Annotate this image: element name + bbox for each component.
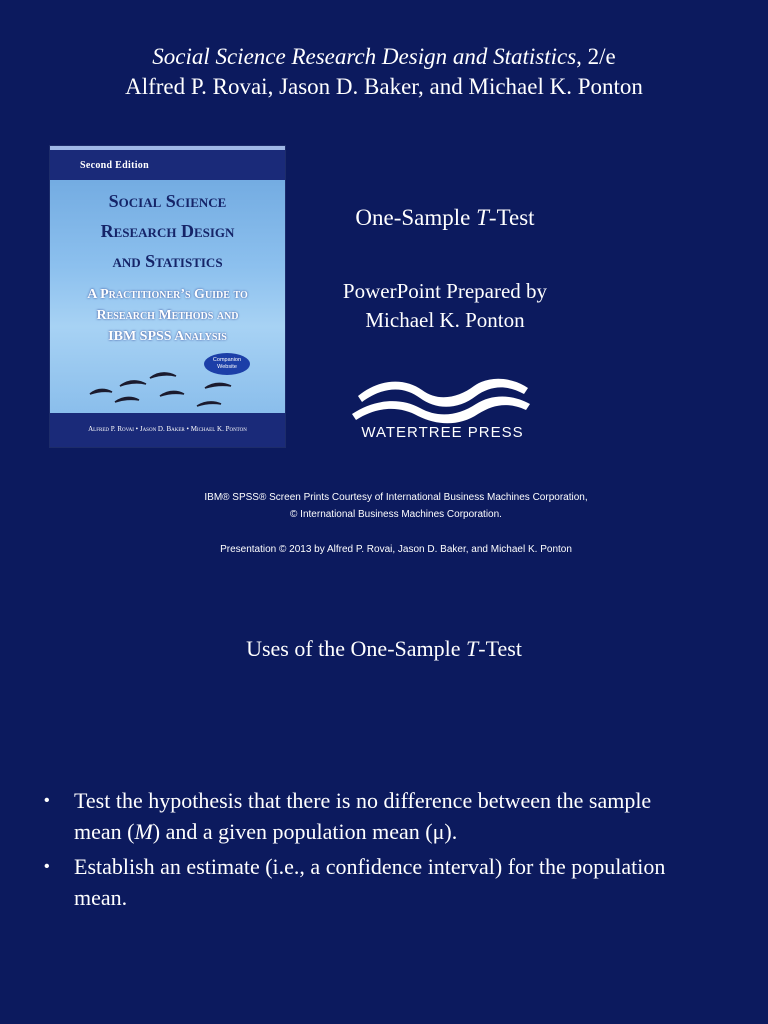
publisher-name: WATERTREE PRESS: [361, 424, 524, 441]
cover-subtitle-line: IBM SPSS Analysis: [108, 329, 227, 344]
birds-icon: [85, 366, 255, 416]
prepared-by-label: PowerPoint Prepared by: [342, 279, 548, 303]
book-title: Social Science Research Design and Statistics: [152, 44, 577, 69]
credit-line-2: © International Business Machines Corporation.: [290, 509, 502, 520]
list-item: [44, 851, 704, 913]
topic-post: -Test: [488, 205, 535, 230]
book-cover-image: [50, 146, 285, 447]
book-title-line: [0, 44, 768, 70]
title-pre: Uses of the One-Sample: [246, 636, 467, 661]
prepared-by-block: [300, 277, 590, 335]
badge-line: Website: [217, 364, 237, 370]
badge-line: Companion: [212, 357, 242, 363]
list-item: [44, 785, 704, 847]
slide-topic: [300, 205, 590, 231]
cover-bottom-band: [50, 413, 285, 447]
cover-title-line: and Statistics: [112, 251, 223, 271]
cover-subtitle: [50, 284, 285, 347]
credit-line-1: IBM® SPSS® Screen Prints Courtesy of International Business Machines Corporation,: [204, 492, 588, 503]
cover-subtitle-line: A Practitioner’s Guide to: [87, 287, 248, 302]
title-italic: T: [466, 636, 479, 661]
cover-title: [50, 186, 285, 276]
bullet-icon: •: [44, 858, 50, 875]
slide-2-title: [0, 636, 768, 662]
cover-title-line: Research Design: [100, 221, 235, 241]
bullet-text-a: Test the hypothesis that there is no difference between the sample mean (: [74, 788, 652, 844]
preparer-name: Michael K. Ponton: [365, 308, 525, 332]
copyright-line: Presentation © 2013 by Alfred P. Rovai, Jason D. Baker, and Michael K. Ponton: [220, 544, 572, 555]
bullet-list: [44, 785, 704, 917]
cover-authors: Alfred P. Rovai • Jason D. Baker • Michael K. Ponton: [88, 425, 247, 433]
cover-subtitle-line: Research Methods and: [96, 308, 239, 323]
bullet-italic: M: [134, 819, 153, 844]
topic-pre: One-Sample: [355, 205, 477, 230]
cover-top-band: [50, 146, 285, 180]
cover-edition: Second Edition: [80, 160, 149, 171]
cover-title-line: Social Science: [108, 191, 227, 211]
topic-italic: T: [476, 205, 489, 230]
book-authors: Alfred P. Rovai, Jason D. Baker, and Michael K. Ponton: [125, 74, 643, 99]
edition-suffix: , 2/e: [576, 44, 616, 69]
bullet-icon: •: [44, 792, 50, 809]
bullet-text: Establish an estimate (i.e., a confidence interval) for the population mean.: [74, 854, 666, 910]
title-post: -Test: [478, 636, 522, 661]
bullet-text-b: ) and a given population mean (μ).: [152, 819, 458, 844]
